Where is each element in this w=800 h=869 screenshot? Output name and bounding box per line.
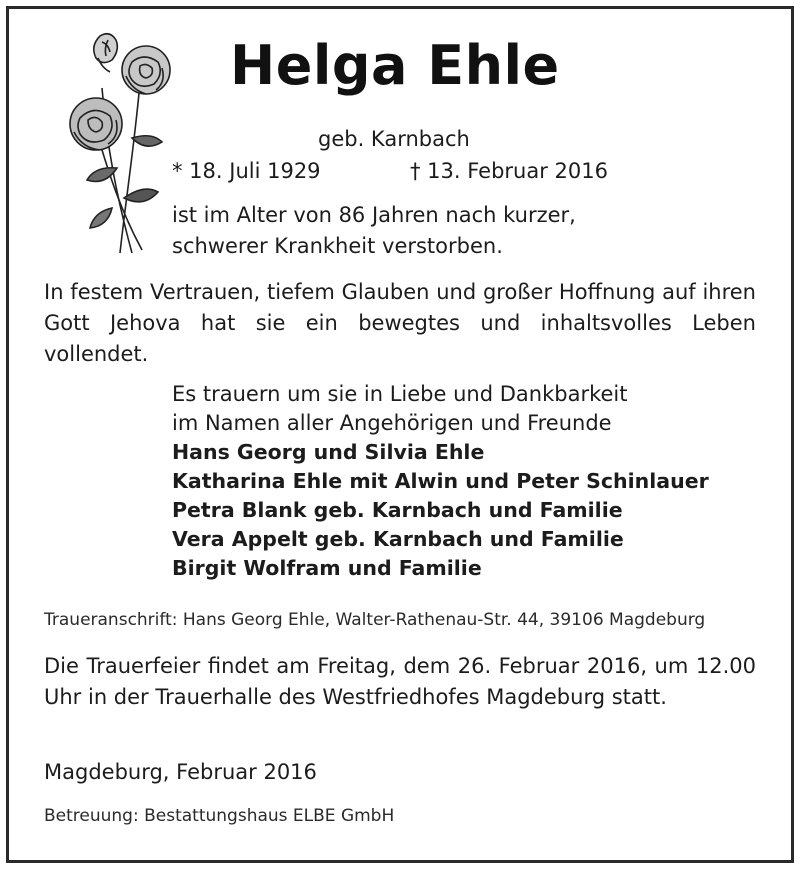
mourn-line: Es trauern um sie in Liebe und Dankbarkeit bbox=[172, 382, 628, 406]
mourners-section bbox=[172, 380, 752, 583]
birth-name: geb. Karnbach bbox=[318, 127, 470, 151]
birth-date: * 18. Juli 1929 bbox=[172, 159, 321, 183]
funeral-info: Die Trauerfeier findet am Freitag, dem 26. Februar 2016, um 12.00 Uhr in der Trauerhalle des Westfriedhofes Magdeburg statt. bbox=[44, 654, 756, 709]
faith-paragraph: In festem Vertrauen, tiefem Glauben und großer Hoffnung auf ihren Gott Jehova hat sie ein bewegtes und inhaltsvolles Leben vollendet. bbox=[44, 280, 756, 366]
death-date: † 13. Februar 2016 bbox=[410, 159, 608, 183]
intro-line: schwerer Krankheit verstorben. bbox=[172, 234, 503, 258]
mourner-name: Katharina Ehle mit Alwin und Peter Schinlauer bbox=[172, 469, 709, 493]
intro-line: ist im Alter von 86 Jahren nach kurzer, bbox=[172, 203, 576, 227]
roses-illustration bbox=[62, 28, 182, 258]
mourner-name: Vera Appelt geb. Karnbach und Familie bbox=[172, 527, 624, 551]
mourner-name: Petra Blank geb. Karnbach und Familie bbox=[172, 498, 623, 522]
intro-text bbox=[172, 200, 672, 262]
mourning-address: Traueranschrift: Hans Georg Ehle, Walter-Rathenau-Str. 44, 39106 Magdeburg bbox=[44, 610, 706, 630]
mourner-name: Birgit Wolfram und Familie bbox=[172, 556, 482, 580]
funeral-home: Betreuung: Bestattungshaus ELBE GmbH bbox=[44, 806, 395, 826]
mourn-line: im Namen aller Angehörigen und Freunde bbox=[172, 411, 612, 435]
deceased-name: Helga Ehle bbox=[230, 34, 560, 97]
place-date: Magdeburg, Februar 2016 bbox=[44, 760, 317, 784]
mourner-name: Hans Georg und Silvia Ehle bbox=[172, 440, 485, 464]
